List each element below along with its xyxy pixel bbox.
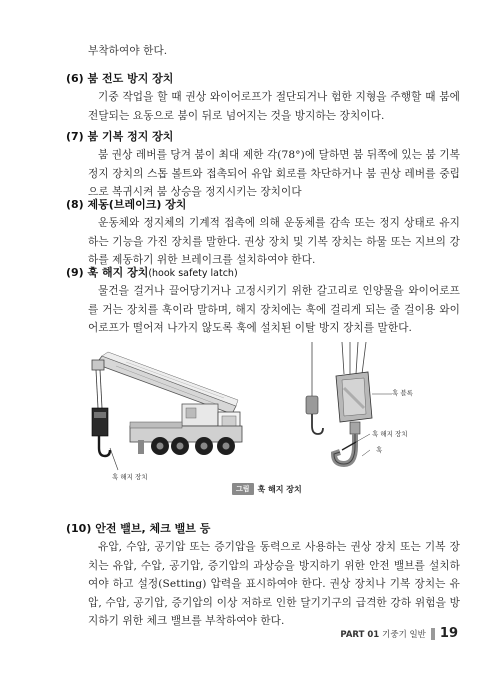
hook-label: 훅	[376, 446, 383, 454]
footer-divider	[431, 628, 435, 640]
figure-tag: 그림	[232, 483, 254, 495]
section-10-body: 유압, 수압, 공기압 또는 증기압을 동력으로 사용하는 권상 장치 또는 기복 장치는 유압, 수압, 공기압, 증기압의 과상승을 방지하기 위한 안전 밸브를 설치하여야 하고 설정(Setting) 압력을 표시하여야 한다. 권상 장치나 기복 장치는 유압, 수압, 공기압, 증기압의 이상 저하로 인한 달기기구의 급격한 강하 위험을 방지하기 위한 체크 밸브를 부착하여야 한다.	[88, 541, 460, 627]
section-9-heading-sub: (hook safety latch)	[148, 268, 238, 279]
section-7-body: 붐 권상 레버를 당겨 붐이 최대 제한 각(78°)에 달하면 붐 뒤쪽에 있는 붐 기복 정지 장치의 스톱 볼트와 접촉되어 유압 회로를 차단하거나 붐 권상 레버를 중립으로 복귀시켜 붐 상승을 정지시키는 장치이다	[88, 149, 460, 198]
section-9-body: 물건을 걸거나 끌어당기거나 고정시키기 위한 갈고리로 인양물을 와이어로프를 거는 장치를 훅이라 말하며, 해지 장치에는 훅에 걸리게 되는 줄 걸이용 와이어로프가 떨어져 나가지 않도록 훅에 설치된 이탈 방지 장치를 말한다.	[88, 285, 460, 334]
figure-caption-text: 훅 해지 장치	[257, 484, 302, 494]
footer-part	[340, 628, 426, 640]
section-8-heading: (8) 제동(브레이크) 장치	[66, 198, 187, 211]
section-6-heading: (6) 붐 전도 방지 장치	[66, 72, 174, 85]
crane-truck-image	[86, 334, 246, 480]
section-8-body: 운동체와 정지체의 기계적 접촉에 의해 운동체를 감속 또는 정지 상태로 유지하는 기능을 가진 장치를 말한다. 권상 장치 및 기복 장치는 하물 또는 지브의 강하를 제동하기 위한 브레이크를 설치하여야 한다.	[88, 217, 460, 266]
footer-part-number: PART 01	[340, 629, 380, 640]
footer-part-title: 기중기 일반	[382, 629, 426, 640]
page-number: 19	[439, 626, 458, 641]
section-10-heading: (10) 안전 밸브, 체크 밸브 등	[66, 522, 211, 535]
hook-detail-image	[298, 338, 394, 478]
crane-hook-latch-label: 훅 해지 장치	[112, 473, 148, 481]
section-9-heading-title: (9) 훅 해지 장치	[66, 266, 149, 279]
section-9-heading	[66, 264, 238, 280]
section-6-body: 기중 작업을 할 때 권상 와이어로프가 절단되거나 험한 지형을 주행할 때 붐에 전달되는 요동으로 붐이 뒤로 넘어지는 것을 방지하는 장치이다.	[88, 91, 460, 122]
figure-caption	[232, 483, 302, 495]
section-7-heading: (7) 붐 기복 정지 장치	[66, 130, 174, 143]
page-footer	[340, 626, 458, 641]
continuation-text: 부착하여야 한다.	[88, 45, 168, 57]
hook-latch-label: 훅 해지 장치	[372, 430, 408, 438]
hook-block-label: 훅 블록	[392, 389, 413, 397]
